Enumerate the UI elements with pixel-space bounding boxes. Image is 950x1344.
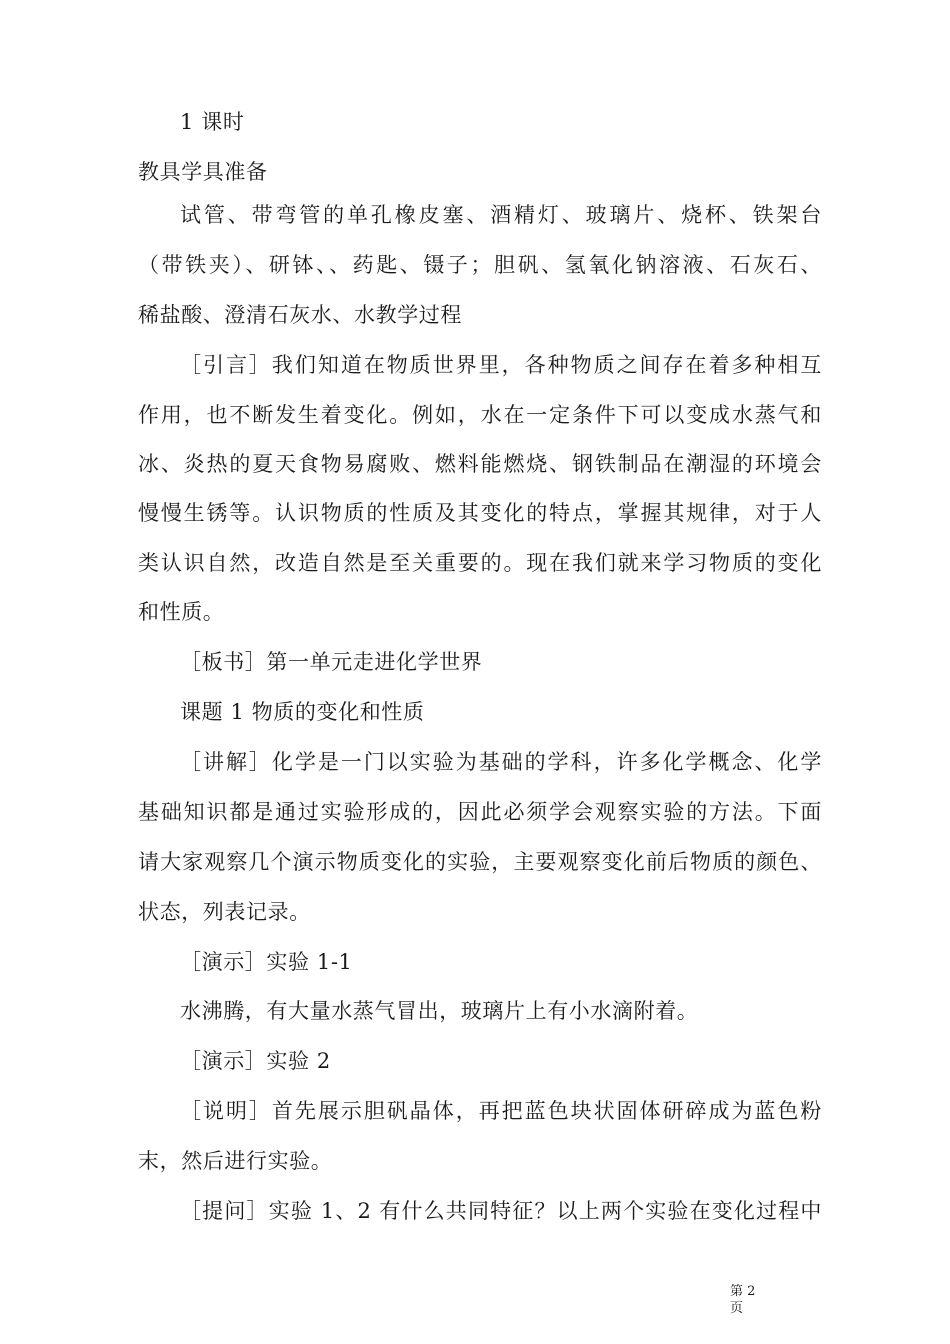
materials-line-1: 试管、带弯管的单孔橡皮塞、酒精灯、玻璃片、烧杯、铁架台	[180, 203, 822, 227]
demo-observation-1: 水沸腾，有大量水蒸气冒出，玻璃片上有小水滴附着。	[180, 999, 699, 1023]
demo-experiment-2: ［演示］实验 2	[180, 1049, 331, 1073]
intro-paragraph-line-1: ［引言］我们知道在物质世界里，各种物质之间存在着多种相互	[180, 353, 822, 377]
note-line-2: 末，然后进行实验。	[138, 1149, 333, 1173]
intro-paragraph-line-2: 作用，也不断发生着变化。例如，水在一定条件下可以变成水蒸气和	[138, 403, 822, 427]
explanation-line-2: 基础知识都是通过实验形成的，因此必须学会观察实验的方法。下面	[138, 800, 822, 824]
question-line-1: ［提问］实验 1、2 有什么共同特征？以上两个实验在变化过程中	[180, 1199, 822, 1223]
board-note: ［板书］第一单元走进化学世界	[180, 650, 483, 674]
explanation-line-4: 状态，列表记录。	[138, 900, 311, 924]
materials-line-2: （带铁夹）、研钵、、药匙、镊子；胆矾、氢氧化钠溶液、石灰石、	[138, 253, 822, 277]
lesson-topic: 课题 1 物质的变化和性质	[180, 700, 425, 724]
section-heading-materials: 教具学具准备	[138, 160, 268, 184]
lesson-duration: 1 课时	[180, 110, 245, 134]
demo-experiment-1: ［演示］实验 1-1	[180, 950, 353, 974]
intro-paragraph-line-4: 慢慢生锈等。认识物质的性质及其变化的特点，掌握其规律，对于人	[138, 501, 822, 525]
explanation-line-3: 请大家观察几个演示物质变化的实验，主要观察变化前后物质的颜色、	[138, 850, 822, 874]
note-line-1: ［说明］首先展示胆矾晶体，再把蓝色块状固体研碎成为蓝色粉	[180, 1099, 822, 1123]
page-number: 第 2 页	[730, 1284, 756, 1316]
materials-line-3: 稀盐酸、澄清石灰水、水教学过程	[138, 303, 462, 327]
intro-paragraph-line-3: 冰、炎热的夏天食物易腐败、燃料能燃烧、钢铁制品在潮湿的环境会	[138, 452, 822, 476]
intro-paragraph-line-5: 类认识自然，改造自然是至关重要的。现在我们就来学习物质的变化	[138, 551, 822, 575]
explanation-line-1: ［讲解］化学是一门以实验为基础的学科，许多化学概念、化学	[180, 750, 822, 774]
intro-paragraph-line-6: 和性质。	[138, 600, 225, 624]
